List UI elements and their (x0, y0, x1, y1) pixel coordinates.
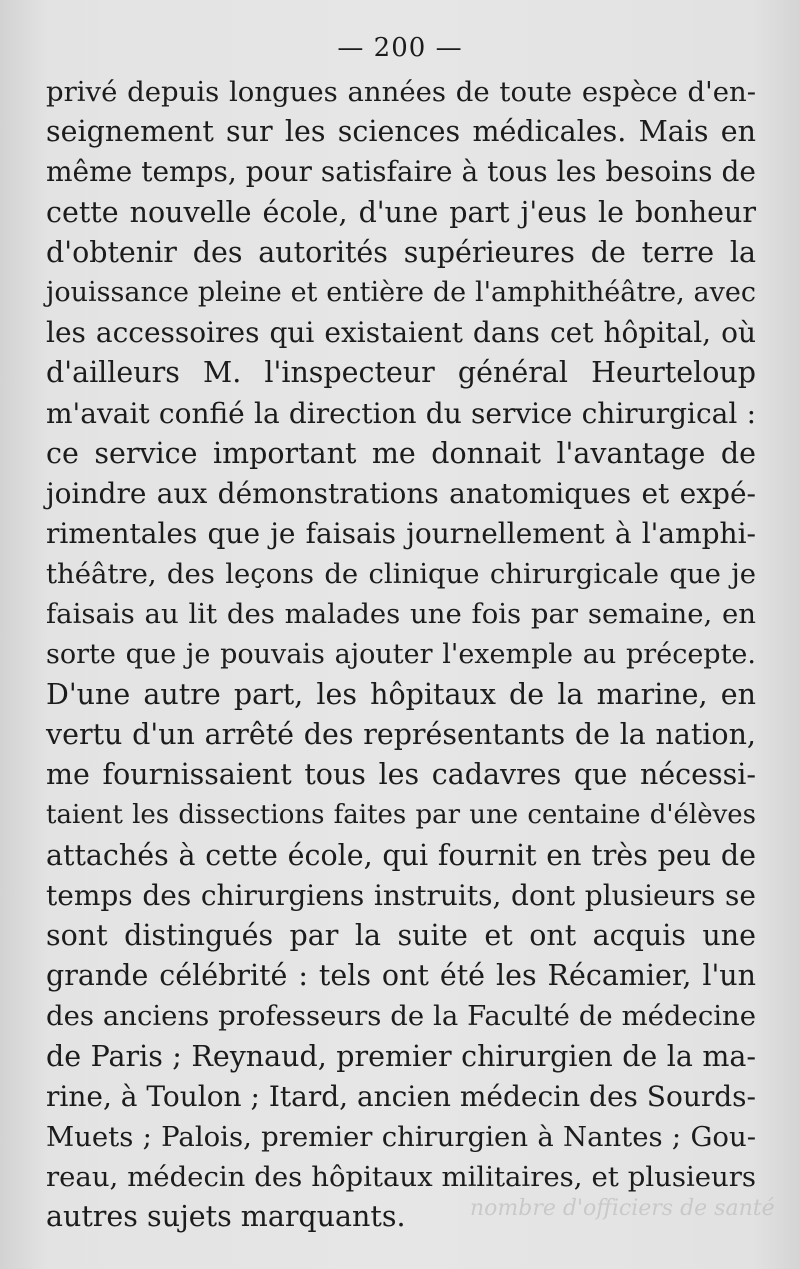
text-line: d'obtenir des autorités supérieures de terre la (46, 235, 756, 269)
body-text (46, 72, 756, 1237)
bleed-through-text: nombre d'officiers de santé (470, 1196, 775, 1221)
text-line: d'ailleurs M. l'inspecteur général Heurteloup (46, 356, 756, 390)
text-line: de Paris ; Reynaud, premier chirurgien de la ma- (46, 1039, 756, 1073)
text-line: des anciens professeurs de la Faculté de médecine (46, 1000, 756, 1033)
text-line: privé depuis longues années de toute espèce d'en- (46, 76, 756, 108)
text-line: même temps, pour satisfaire à tous les besoins de (46, 155, 756, 189)
text-line: cette nouvelle école, d'une part j'eus le bonheur (46, 195, 756, 229)
text-line: attachés à cette école, qui fournit en très peu de (46, 838, 756, 872)
text-line: vertu d'un arrêté des représentants de la nation, (46, 718, 756, 751)
text-line: taient les dissections faites par une centaine d'élèves (46, 800, 756, 831)
text-line: jouissance pleine et entière de l'amphithéâtre, avec (46, 276, 756, 308)
text-line: ce service important me donnait l'avantage de (46, 436, 756, 470)
text-line: sont distingués par la suite et ont acquis une (46, 918, 756, 952)
text-line: faisais au lit des malades une fois par semaine, en (46, 598, 756, 631)
text-line: rine, à Toulon ; Itard, ancien médecin des Sourds- (46, 1079, 756, 1113)
text-line: rimentales que je faisais journellement à l'amphi- (46, 517, 756, 551)
text-line: Muets ; Palois, premier chirurgien à Nantes ; Gou- (46, 1120, 756, 1153)
text-line: autres sujets marquants. (46, 1200, 406, 1234)
text-line: m'avait confié la direction du service chirurgical : (46, 396, 756, 430)
page-number-header: — 200 — (337, 33, 463, 63)
text-line: théâtre, des leçons de clinique chirurgicale que je (46, 558, 756, 591)
text-line: reau, médecin des hôpitaux militaires, et plusieurs (46, 1161, 756, 1194)
text-line: sorte que je pouvais ajouter l'exemple au précepte. (46, 638, 756, 670)
text-line: seignement sur les sciences médicales. Mais en (46, 115, 756, 149)
text-line: me fournissaient tous les cadavres que nécessi- (46, 758, 756, 792)
text-line: les accessoires qui existaient dans cet hôpital, où (46, 316, 756, 350)
text-line: temps des chirurgiens instruits, dont plusieurs se (46, 878, 756, 912)
text-line: grande célébrité : tels ont été les Récamier, l'un (46, 959, 756, 993)
text-line: D'une autre part, les hôpitaux de la marine, en (46, 677, 756, 711)
text-line: joindre aux démonstrations anatomiques et expé- (46, 476, 756, 510)
